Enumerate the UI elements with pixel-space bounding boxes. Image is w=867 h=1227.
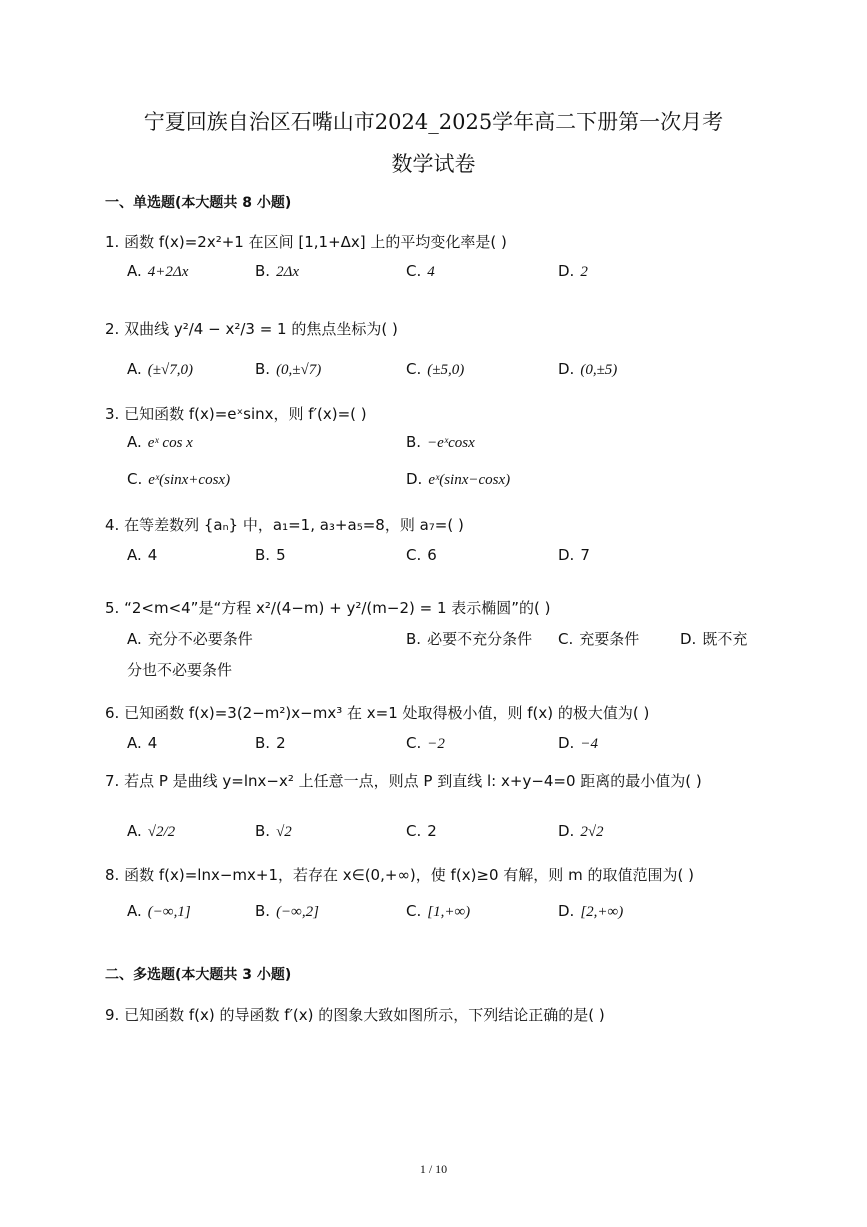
option-d[interactable]: D. 7 — [558, 546, 590, 564]
option-a[interactable]: A. 4 — [127, 546, 158, 564]
option-b[interactable]: B. 必要不充分条件 — [406, 630, 533, 648]
section-heading-single-choice: 一、单选题(本大题共 8 小题) — [105, 195, 292, 211]
option-a[interactable]: A. (±√7,0) — [127, 360, 193, 378]
option-d[interactable]: D. [2,+∞) — [558, 902, 624, 920]
question-2: 2. 双曲线 y²/4 − x²/3 = 1 的焦点坐标为( ) — [105, 320, 398, 338]
option-b[interactable]: B. (−∞,2] — [255, 902, 319, 920]
option-c[interactable]: C. [1,+∞) — [406, 902, 471, 920]
option-c[interactable]: C. 2 — [406, 822, 437, 840]
option-a[interactable]: A. √2/2 — [127, 822, 176, 840]
option-c[interactable]: C. (±5,0) — [406, 360, 465, 378]
option-c[interactable]: C. eˣ(sinx+cosx) — [127, 470, 231, 488]
option-b[interactable]: B. (0,±√7) — [255, 360, 322, 378]
option-b[interactable]: B. −eˣcosx — [406, 433, 475, 451]
option-b[interactable]: B. √2 — [255, 822, 292, 840]
option-c[interactable]: C. 6 — [406, 546, 437, 564]
option-d[interactable]: D. eˣ(sinx−cosx) — [406, 470, 511, 488]
question-3: 3. 已知函数 f(x)=eˣsinx，则 f′(x)=( ) — [105, 405, 367, 423]
option-b[interactable]: B. 5 — [255, 546, 286, 564]
document-subtitle: 数学试卷 — [391, 152, 476, 176]
option-a[interactable]: A. eˣ cos x — [127, 433, 193, 451]
option-a[interactable]: A. 4 — [127, 734, 158, 752]
option-c[interactable]: C. 充要条件 — [558, 630, 640, 648]
option-c[interactable]: C. −2 — [406, 734, 445, 752]
question-4: 4. 在等差数列 {aₙ} 中，a₁=1, a₃+a₅=8，则 a₇=( ) — [105, 516, 464, 534]
option-d[interactable]: D. 2 — [558, 262, 588, 280]
question-9: 9. 已知函数 f(x) 的导函数 f′(x) 的图象大致如图所示，下列结论正确的是( ) — [105, 1006, 605, 1024]
option-d[interactable]: D. −4 — [558, 734, 598, 752]
option-a[interactable]: A. (−∞,1] — [127, 902, 191, 920]
option-a[interactable]: A. 4+2Δx — [127, 262, 189, 280]
option-b[interactable]: B. 2Δx — [255, 262, 300, 280]
option-d[interactable]: D. 2√2 — [558, 822, 604, 840]
section-heading-multiple-choice: 二、多选题(本大题共 3 小题) — [105, 967, 292, 983]
option-d[interactable]: D. 既不充 — [680, 630, 748, 648]
question-8: 8. 函数 f(x)=lnx−mx+1，若存在 x∈(0,+∞)，使 f(x)≥0 有解，则 m 的取值范围为( ) — [105, 866, 694, 884]
option-a[interactable]: A. 充分不必要条件 — [127, 630, 253, 648]
page-number: 1 / 10 — [419, 1162, 448, 1176]
option-d-continuation: 分也不必要条件 — [127, 661, 233, 679]
question-5: 5. “2<m<4”是“方程 x²/(4−m) + y²/(m−2) = 1 表示椭圆”的( ) — [105, 599, 551, 617]
option-b[interactable]: B. 2 — [255, 734, 286, 752]
question-7: 7. 若点 P 是曲线 y=lnx−x² 上任意一点，则点 P 到直线 l: x+y−4=0 距离的最小值为( ) — [105, 772, 702, 790]
option-d[interactable]: D. (0,±5) — [558, 360, 618, 378]
document-title: 宁夏回族自治区石嘴山市2024_2025学年高二下册第一次月考 — [143, 110, 724, 134]
question-1: 1. 函数 f(x)=2x²+1 在区间 [1,1+Δx] 上的平均变化率是( ) — [105, 233, 507, 251]
option-c[interactable]: C. 4 — [406, 262, 435, 280]
question-6: 6. 已知函数 f(x)=3(2−m²)x−mx³ 在 x=1 处取得极小值，则 f(x) 的极大值为( ) — [105, 704, 650, 722]
